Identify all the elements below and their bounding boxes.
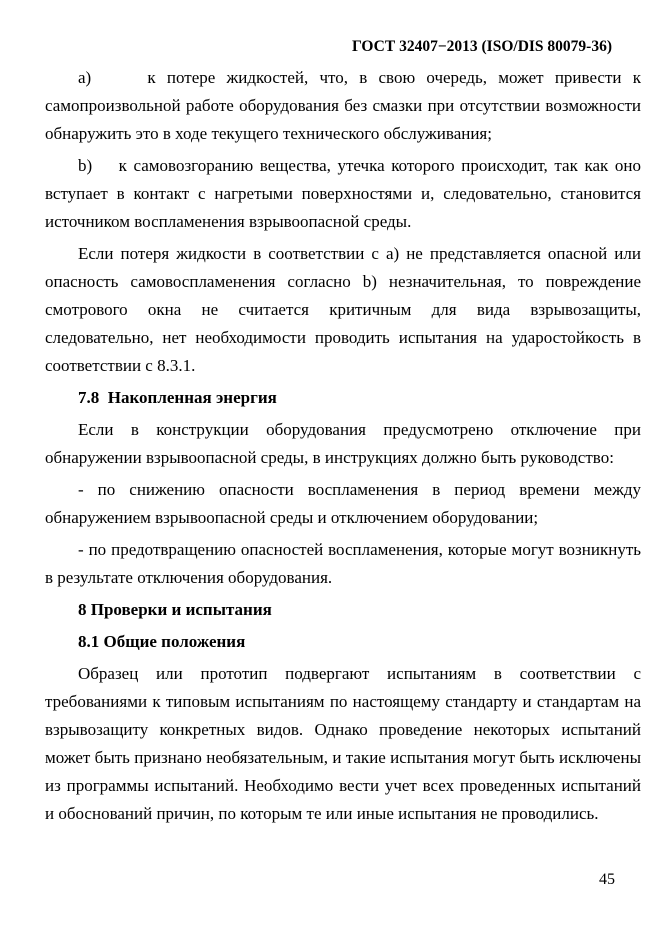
paragraph-general-provisions: Образец или прототип подвергают испытаниям в соответствии с требованиями к типовым испытаниям по настоящему стандарту и стандартам на взрывозащиту конкретных видов. Однако проведение некоторых испытаний может быть признано необязательным, и такие испытания могут быть исключены из программы испытаний. Необходимо вести учет всех проведенных испытаний и обоснований причин, по которым те или иные испытания не проводились. xyxy=(45,664,641,823)
document-body xyxy=(45,64,641,828)
paragraph-dash-item-1: - по снижению опасности воспламенения в период времени между обнаружением взрывоопасной среды и отключением оборудовании; xyxy=(45,480,641,527)
section-heading-8: 8 Проверки и испытания xyxy=(78,600,272,619)
page-number: 45 xyxy=(599,871,615,888)
paragraph-shutdown-guidance: Если в конструкции оборудования предусмотрено отключение при обнаружении взрывоопасной среды, в инструкциях должно быть руководство: xyxy=(45,420,641,467)
section-heading-7-8: 7.8 Накопленная энергия xyxy=(78,388,277,407)
paragraph-list-item-a: а) к потере жидкостей, что, в свою очередь, может привести к самопроизвольной работе оборудования без смазки при отсутствии возможности обнаружить это в ходе текущего технического обслуживания; xyxy=(45,68,641,143)
running-header: ГОСТ 32407−2013 (ISO/DIS 80079-36) xyxy=(351,38,612,55)
paragraph-liquid-loss: Если потеря жидкости в соответствии с а) не представляется опасной или опасность самовоспламенения согласно b) незначительная, то повреждение смотрового окна не считается критичным для вида взрывозащиты, следовательно, нет необходимости проводить испытания на ударостойкость в соответствии с 8.3.1. xyxy=(45,244,641,375)
paragraph-dash-item-2: - по предотвращению опасностей воспламенения, которые могут возникнуть в результате отключения оборудования. xyxy=(45,540,641,587)
section-heading-8-1: 8.1 Общие положения xyxy=(78,632,246,651)
paragraph-list-item-b: b) к самовозгоранию вещества, утечка которого происходит, так как оно вступает в контакт с нагретыми поверхностями и, следовательно, становится источником воспламенения взрывоопасной среды. xyxy=(45,156,641,231)
